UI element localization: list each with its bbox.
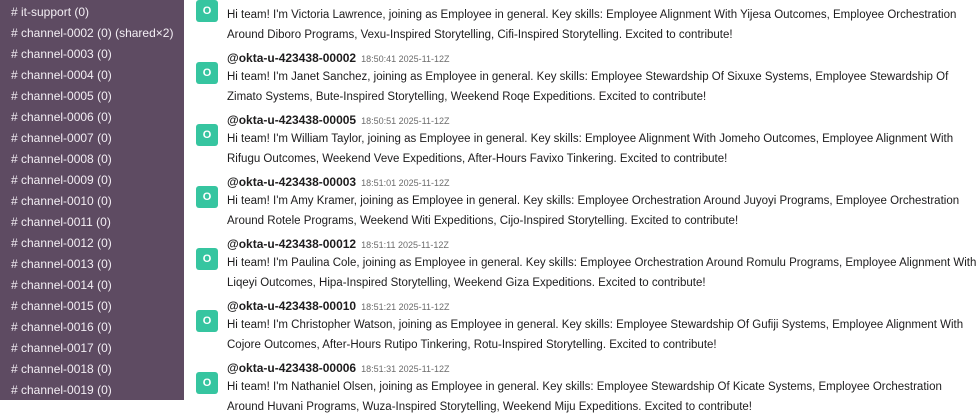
sidebar-channel-0016[interactable]: # channel-0016 (0) bbox=[11, 320, 112, 334]
message-header bbox=[227, 359, 977, 377]
message-text: Hi team! I'm Christopher Watson, joining as Employee in general. Key skills: Employee Stewardship Of Gufiji Systems, Employee Alignment With Cojore Outcomes, After-Hours Rutipo Tinkering, Rotu-Inspired Storytelling. Excited to contribute! bbox=[227, 319, 964, 351]
channel-sidebar bbox=[0, 0, 184, 400]
sidebar-channel-0007[interactable]: # channel-0007 (0) bbox=[11, 131, 112, 145]
message-timestamp: 18:50:41 2025-11-12Z bbox=[361, 54, 450, 64]
message-timestamp: 18:51:01 2025-11-12Z bbox=[361, 178, 450, 188]
message-body bbox=[227, 46, 977, 108]
message-timestamp: 18:50:51 2025-11-12Z bbox=[361, 116, 450, 126]
sidebar-channel-0002[interactable]: # channel-0002 (0) (shared×2) bbox=[11, 26, 174, 40]
message bbox=[184, 46, 978, 108]
message-timestamp: 18:51:31 2025-11-12Z bbox=[361, 364, 450, 374]
message-author[interactable]: @okta-u-423438-00005 bbox=[227, 113, 357, 127]
avatar[interactable]: O bbox=[196, 186, 218, 208]
sidebar-channel-0009[interactable]: # channel-0009 (0) bbox=[11, 173, 112, 187]
sidebar-channel-0018[interactable]: # channel-0018 (0) bbox=[11, 362, 112, 376]
sidebar-channel-0006[interactable]: # channel-0006 (0) bbox=[11, 110, 112, 124]
sidebar-channel-0014[interactable]: # channel-0014 (0) bbox=[11, 278, 112, 292]
message-body bbox=[227, 108, 977, 170]
message-timestamp: 18:51:21 2025-11-12Z bbox=[361, 302, 450, 312]
message-header bbox=[227, 111, 977, 129]
message-author[interactable]: @okta-u-423438-00012 bbox=[227, 237, 357, 251]
message-pane bbox=[184, 0, 978, 413]
sidebar-channel-0019[interactable]: # channel-0019 (0) bbox=[11, 383, 112, 397]
message-list bbox=[184, 0, 978, 418]
message-header bbox=[227, 49, 977, 67]
message-body bbox=[227, 356, 977, 418]
message-author[interactable]: @okta-u-423438-00002 bbox=[227, 51, 357, 65]
message-header bbox=[227, 173, 977, 191]
message-timestamp: 18:51:11 2025-11-12Z bbox=[361, 240, 449, 250]
message-header bbox=[227, 297, 977, 315]
avatar[interactable]: O bbox=[196, 248, 218, 270]
message-author[interactable]: @okta-u-423438-00003 bbox=[227, 175, 357, 189]
sidebar-channel-0008[interactable]: # channel-0008 (0) bbox=[11, 152, 112, 166]
avatar[interactable]: O bbox=[196, 124, 218, 146]
message bbox=[184, 232, 978, 294]
avatar[interactable]: O bbox=[196, 0, 218, 22]
message-author[interactable]: @okta-u-423438-00006 bbox=[227, 361, 357, 375]
message-text: Hi team! I'm William Taylor, joining as Employee in general. Key skills: Employee Alignment With Jomeho Outcomes, Employee Alignment With Rifugu Outcomes, Weekend Veve Expeditions, After-Hours Favixo Tinkering. Excited to contribute! bbox=[227, 133, 954, 165]
message-body bbox=[227, 0, 977, 46]
message bbox=[184, 0, 978, 46]
message-text: Hi team! I'm Victoria Lawrence, joining as Employee in general. Key skills: Employee Alignment With Yijesa Outcomes, Employee Orchestration Around Diboro Programs, Vexu-Inspired Storytelling, Cifi-Inspired Storytelling. Excited to contribute! bbox=[227, 9, 957, 41]
message-author[interactable]: @okta-u-423438-00010 bbox=[227, 299, 357, 313]
message bbox=[184, 356, 978, 418]
sidebar-channel-0012[interactable]: # channel-0012 (0) bbox=[11, 236, 112, 250]
avatar[interactable]: O bbox=[196, 372, 218, 394]
message bbox=[184, 170, 978, 232]
sidebar-channel-it-support[interactable]: # it-support (0) bbox=[11, 5, 90, 19]
sidebar-channel-0004[interactable]: # channel-0004 (0) bbox=[11, 68, 112, 82]
sidebar-channel-0010[interactable]: # channel-0010 (0) bbox=[11, 194, 112, 208]
message-body bbox=[227, 232, 977, 294]
avatar[interactable]: O bbox=[196, 62, 218, 84]
sidebar-channel-0011[interactable]: # channel-0011 (0) bbox=[11, 215, 111, 229]
message-text: Hi team! I'm Janet Sanchez, joining as Employee in general. Key skills: Employee Stewardship Of Sixuxe Systems, Employee Stewardship Of Zimato Systems, Bute-Inspired Storytelling, Weekend Roqe Expeditions. Excited to contribute! bbox=[227, 71, 949, 103]
message-text: Hi team! I'm Nathaniel Olsen, joining as Employee in general. Key skills: Employee Stewardship Of Kicate Systems, Employee Orchestration Around Huvani Programs, Wuza-Inspired Storytelling, Weekend Miju Expeditions. Excited to contribute! bbox=[227, 381, 942, 413]
message bbox=[184, 108, 978, 170]
message bbox=[184, 294, 978, 356]
sidebar-channel-0003[interactable]: # channel-0003 (0) bbox=[11, 47, 112, 61]
avatar[interactable]: O bbox=[196, 310, 218, 332]
sidebar-channel-0015[interactable]: # channel-0015 (0) bbox=[11, 299, 112, 313]
sidebar-channel-0005[interactable]: # channel-0005 (0) bbox=[11, 89, 112, 103]
message-body bbox=[227, 294, 977, 356]
message-header bbox=[227, 235, 977, 253]
sidebar-channel-0013[interactable]: # channel-0013 (0) bbox=[11, 257, 112, 271]
message-body bbox=[227, 170, 977, 232]
message-text: Hi team! I'm Amy Kramer, joining as Employee in general. Key skills: Employee Orchestration Around Juyoyi Programs, Employee Orchestration Around Rotele Programs, Weekend Witi Expeditions, Cijo-Inspired Storytelling. Excited to contribute! bbox=[227, 195, 960, 227]
sidebar-channel-0017[interactable]: # channel-0017 (0) bbox=[11, 341, 112, 355]
message-text: Hi team! I'm Paulina Cole, joining as Employee in general. Key skills: Employee Orchestration Around Romulu Programs, Employee Alignment With Liqeyi Outcomes, Hipa-Inspired Storytelling, Weekend Giza Expeditions. Excited to contribute! bbox=[227, 257, 977, 289]
